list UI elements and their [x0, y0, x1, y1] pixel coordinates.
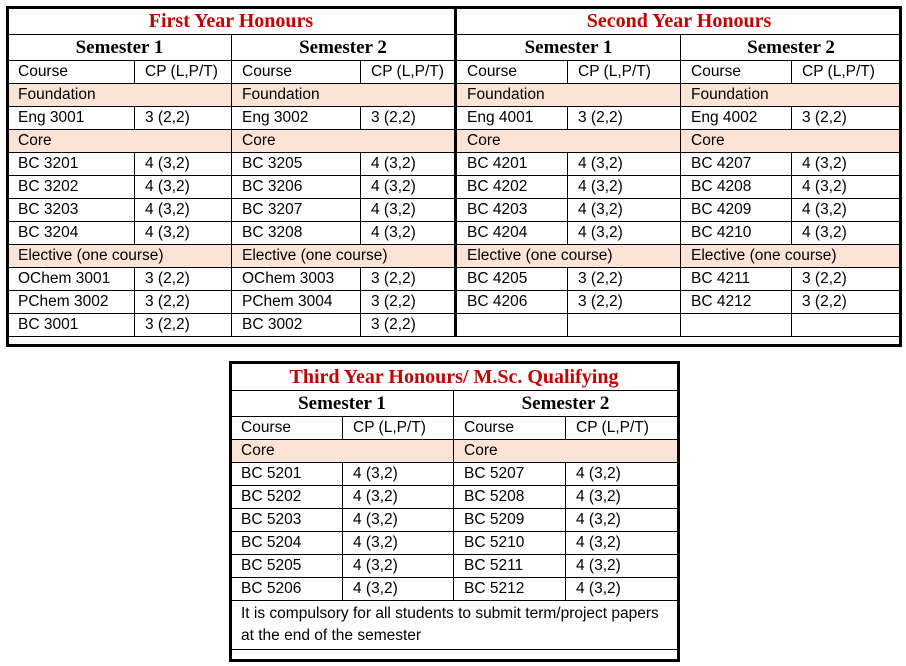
- column-header-course: Course: [454, 417, 566, 440]
- credit-points: 3 (2,2): [361, 314, 456, 337]
- column-header-cp: CP (L,P/T): [343, 417, 454, 440]
- credit-points: 4 (3,2): [343, 486, 454, 509]
- course-code: BC 5201: [231, 463, 343, 486]
- column-header-course: Course: [456, 61, 568, 84]
- course-code: BC 5208: [454, 486, 566, 509]
- third-year-table: [230, 363, 678, 650]
- course-code: BC 3207: [232, 199, 361, 222]
- course-code: BC 3203: [8, 199, 135, 222]
- section-label: Core: [231, 440, 454, 463]
- section-label: Elective (one course): [456, 245, 681, 268]
- table-row: [8, 314, 902, 337]
- credit-points: 4 (3,2): [343, 463, 454, 486]
- compulsory-note: It is compulsory for all students to submit term/project papers at the end of the semester: [231, 601, 678, 650]
- course-code: BC 5202: [231, 486, 343, 509]
- credit-points: 4 (3,2): [135, 153, 232, 176]
- honours-year-1-2-table: [7, 7, 902, 337]
- credit-points: 4 (3,2): [361, 199, 456, 222]
- course-code: BC 4209: [681, 199, 792, 222]
- table-row: [231, 417, 678, 440]
- course-code: BC 5212: [454, 578, 566, 601]
- credit-points: 3 (2,2): [135, 314, 232, 337]
- year-title: First Year Honours: [8, 8, 456, 35]
- section-label: Elective (one course): [232, 245, 456, 268]
- course-code: BC 4204: [456, 222, 568, 245]
- credit-points: 3 (2,2): [792, 291, 902, 314]
- course-code: BC 5205: [231, 555, 343, 578]
- semester-title: Semester 2: [681, 35, 902, 61]
- semester-title: Semester 1: [456, 35, 681, 61]
- credit-points: [568, 314, 681, 337]
- course-code: BC 3001: [8, 314, 135, 337]
- table-row: [231, 364, 678, 391]
- course-code: Eng 3002: [232, 107, 361, 130]
- section-label: Core: [681, 130, 902, 153]
- course-code: BC 3208: [232, 222, 361, 245]
- credit-points: 3 (2,2): [135, 107, 232, 130]
- section-label: Foundation: [456, 84, 681, 107]
- course-code: BC 5209: [454, 509, 566, 532]
- credit-points: 4 (3,2): [566, 509, 678, 532]
- credit-points: 4 (3,2): [792, 199, 902, 222]
- credit-points: 3 (2,2): [135, 268, 232, 291]
- column-header-cp: CP (L,P/T): [135, 61, 232, 84]
- course-code: BC 4202: [456, 176, 568, 199]
- table-row: [231, 509, 678, 532]
- course-code: BC 4208: [681, 176, 792, 199]
- credit-points: 4 (3,2): [135, 199, 232, 222]
- course-code: Eng 4002: [681, 107, 792, 130]
- table-row: [8, 222, 902, 245]
- course-code: BC 5204: [231, 532, 343, 555]
- credit-points: [792, 314, 902, 337]
- column-header-course: Course: [231, 417, 343, 440]
- course-code: BC 4212: [681, 291, 792, 314]
- credit-points: 3 (2,2): [568, 107, 681, 130]
- course-code: BC 5207: [454, 463, 566, 486]
- section-label: Foundation: [681, 84, 902, 107]
- column-header-cp: CP (L,P/T): [361, 61, 456, 84]
- section-label: Core: [8, 130, 232, 153]
- credit-points: 4 (3,2): [343, 509, 454, 532]
- course-code: Eng 4001: [456, 107, 568, 130]
- course-code: BC 3202: [8, 176, 135, 199]
- credit-points: 4 (3,2): [361, 176, 456, 199]
- section-label: Elective (one course): [681, 245, 902, 268]
- table-row: [8, 153, 902, 176]
- credit-points: 3 (2,2): [568, 291, 681, 314]
- credit-points: 4 (3,2): [361, 153, 456, 176]
- table-row: [8, 268, 902, 291]
- column-header-cp: CP (L,P/T): [566, 417, 678, 440]
- column-header-cp: CP (L,P/T): [792, 61, 902, 84]
- table-row: [8, 199, 902, 222]
- section-label: Core: [456, 130, 681, 153]
- credit-points: 4 (3,2): [792, 153, 902, 176]
- course-code: BC 3201: [8, 153, 135, 176]
- course-code: BC 3002: [232, 314, 361, 337]
- table-row: [231, 486, 678, 509]
- course-code: BC 4207: [681, 153, 792, 176]
- course-code: Eng 3001: [8, 107, 135, 130]
- credit-points: 4 (3,2): [361, 222, 456, 245]
- course-code: OChem 3003: [232, 268, 361, 291]
- course-code: OChem 3001: [8, 268, 135, 291]
- course-code: BC 5210: [454, 532, 566, 555]
- section-label: Elective (one course): [8, 245, 232, 268]
- credit-points: 3 (2,2): [792, 107, 902, 130]
- semester-title: Semester 1: [231, 391, 454, 417]
- semester-title: Semester 2: [232, 35, 456, 61]
- credit-points: 4 (3,2): [135, 222, 232, 245]
- course-code: PChem 3004: [232, 291, 361, 314]
- table-row: [8, 35, 902, 61]
- credit-points: 4 (3,2): [135, 176, 232, 199]
- course-code: BC 4211: [681, 268, 792, 291]
- credit-points: 3 (2,2): [361, 291, 456, 314]
- section-label: Core: [232, 130, 456, 153]
- credit-points: 4 (3,2): [568, 176, 681, 199]
- credit-points: 3 (2,2): [361, 268, 456, 291]
- course-code: BC 4210: [681, 222, 792, 245]
- course-code: BC 4206: [456, 291, 568, 314]
- course-code: [456, 314, 568, 337]
- column-header-course: Course: [681, 61, 792, 84]
- column-header-cp: CP (L,P/T): [568, 61, 681, 84]
- credit-points: 4 (3,2): [566, 578, 678, 601]
- course-code: BC 5203: [231, 509, 343, 532]
- credit-points: 4 (3,2): [343, 555, 454, 578]
- section-label: Foundation: [232, 84, 456, 107]
- course-code: BC 4205: [456, 268, 568, 291]
- credit-points: 3 (2,2): [568, 268, 681, 291]
- semester-title: Semester 2: [454, 391, 678, 417]
- year-title: Second Year Honours: [456, 8, 902, 35]
- section-label: Foundation: [8, 84, 232, 107]
- table-row: [8, 245, 902, 268]
- course-code: [681, 314, 792, 337]
- credit-points: 4 (3,2): [566, 463, 678, 486]
- course-code: BC 3206: [232, 176, 361, 199]
- table-row: [231, 555, 678, 578]
- table-row: [8, 8, 902, 35]
- column-header-course: Course: [232, 61, 361, 84]
- table-row: [8, 176, 902, 199]
- course-code: BC 3205: [232, 153, 361, 176]
- table-row: [8, 107, 902, 130]
- table-row: [231, 532, 678, 555]
- course-code: BC 4201: [456, 153, 568, 176]
- section-label: Core: [454, 440, 678, 463]
- credit-points: 4 (3,2): [566, 532, 678, 555]
- credit-points: 4 (3,2): [792, 222, 902, 245]
- table-row: [231, 463, 678, 486]
- table-row: [8, 130, 902, 153]
- course-code: PChem 3002: [8, 291, 135, 314]
- credit-points: 3 (2,2): [792, 268, 902, 291]
- credit-points: 4 (3,2): [568, 222, 681, 245]
- credit-points: 4 (3,2): [566, 486, 678, 509]
- credit-points: 4 (3,2): [343, 532, 454, 555]
- column-header-course: Course: [8, 61, 135, 84]
- course-code: BC 5211: [454, 555, 566, 578]
- table-row: [231, 601, 678, 650]
- table-row: [8, 61, 902, 84]
- semester-title: Semester 1: [8, 35, 232, 61]
- credit-points: 3 (2,2): [361, 107, 456, 130]
- course-code: BC 3204: [8, 222, 135, 245]
- table-row: [231, 440, 678, 463]
- table-row: [231, 391, 678, 417]
- credit-points: 4 (3,2): [792, 176, 902, 199]
- course-code: BC 5206: [231, 578, 343, 601]
- table-row: [8, 291, 902, 314]
- credit-points: 4 (3,2): [568, 153, 681, 176]
- credit-points: 4 (3,2): [568, 199, 681, 222]
- credit-points: 4 (3,2): [343, 578, 454, 601]
- table-row: [8, 84, 902, 107]
- year-title: Third Year Honours/ M.Sc. Qualifying: [231, 364, 678, 391]
- course-code: BC 4203: [456, 199, 568, 222]
- credit-points: 3 (2,2): [135, 291, 232, 314]
- credit-points: 4 (3,2): [566, 555, 678, 578]
- table-row: [231, 578, 678, 601]
